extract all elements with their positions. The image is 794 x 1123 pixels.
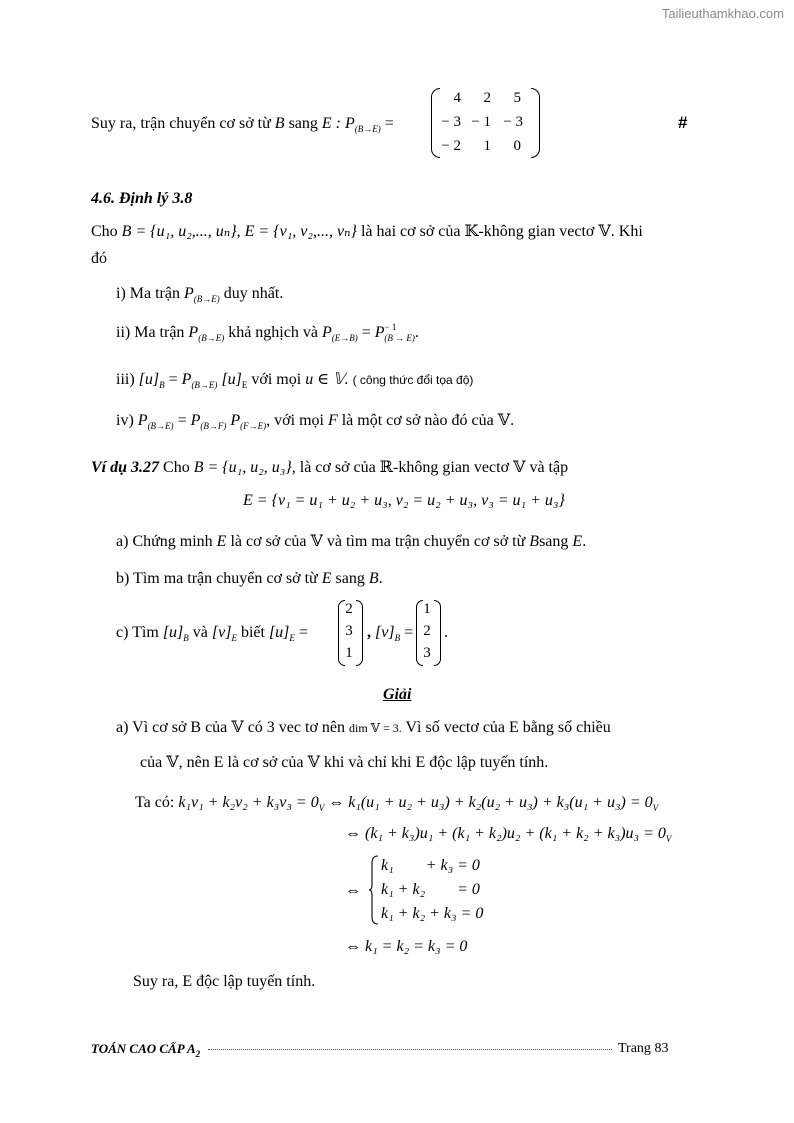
intro-sang: sang: [288, 115, 318, 132]
part-text: Chứng minh: [132, 533, 213, 550]
example-part-a: [116, 531, 586, 551]
matrix-cell: − 2: [441, 138, 461, 154]
solution-conclusion: Suy ra, E độc lập tuyến tính.: [133, 973, 316, 990]
theorem-item-ii: [116, 324, 419, 342]
solution-a-line1: [116, 717, 611, 737]
part-v: [v]: [211, 624, 232, 641]
part-u2sub: E: [289, 633, 295, 643]
item-end: .: [414, 324, 419, 341]
intro-lhs-sub: (B→E): [354, 124, 381, 134]
section-heading: 4.6. Định lý 3.8: [91, 190, 193, 207]
item-sub3: (F→E): [240, 421, 267, 431]
solution-a-line2: của 𝕍, nên E là cơ sở của 𝕍 khi và chỉ khi E độc lập tuyến tính.: [140, 754, 549, 771]
part-va: và: [192, 624, 208, 641]
item-math3: P: [230, 412, 241, 429]
vector-cell: 3: [423, 645, 431, 661]
item-sub3: E: [241, 380, 248, 390]
matrix-cell: 2: [483, 90, 491, 106]
cho: Cho: [91, 223, 118, 240]
solution-eq1: [135, 794, 658, 812]
example-B-def: B = {u₁, u₂, u₃},: [193, 459, 296, 476]
item-math3: [u]: [221, 371, 242, 388]
item-math2: P: [321, 324, 332, 341]
item-math2: P: [190, 412, 201, 429]
solution-a-text-b: Vì số vectơ của E bằng số chiều: [405, 719, 611, 736]
eq4-text: k₁ = k₂ = k₃ = 0: [365, 938, 468, 955]
matrix-cell: 5: [513, 90, 521, 106]
solution-iff3: ⇔: [345, 882, 361, 899]
vector-cell: 2: [345, 601, 353, 617]
part-label: b): [116, 570, 130, 587]
intro-B: B: [274, 115, 285, 132]
part-text2: là cơ sở của 𝕍 và tìm ma trận chuyển cơ sở từ: [230, 533, 526, 550]
matrix-cell: − 1: [471, 114, 491, 130]
theorem-tail: là hai cơ sở của 𝕂-không gian vectơ 𝕍. Khi: [360, 223, 643, 240]
footer-page-num: 83: [654, 1041, 669, 1056]
part-v2sub: B: [394, 633, 401, 643]
part-eq2: =: [404, 624, 414, 641]
item-math2: P: [181, 371, 192, 388]
item-sub: (B→E): [198, 333, 225, 343]
theorem-statement: [91, 221, 643, 241]
vector-paren-right: [356, 600, 363, 666]
part-u: [u]: [162, 624, 184, 641]
example-E-def: E = {v₁ = u₁ + u₂ + u₃, v₂ = u₂ + u₃, v₃ = u₁ + u₃}: [243, 492, 565, 509]
eq2-text: (k₁ + k₃)u₁ + (k₁ + k₂)u₂ + (k₁ + k₂ + k₃)u₃ = 0: [365, 825, 666, 842]
part-u2: [u]: [268, 624, 290, 641]
part-c-end: .: [444, 624, 448, 641]
item-pre: Ma trận: [134, 324, 185, 341]
eq1-rhs: k₁(u₁ + u₂ + u₃) + k₂(u₂ + u₃) + k₃(u₁ + u₃) = 0: [348, 794, 653, 811]
intro-lhs: E : P: [321, 115, 355, 132]
iff-symbol: ⇔: [328, 794, 345, 811]
part-E2: E: [572, 533, 583, 550]
iff-symbol: ⇔: [345, 825, 361, 842]
part-E: E: [216, 533, 227, 550]
B-def: B = {u₁, u₂,..., uₙ},: [121, 223, 241, 240]
part-comma: ,: [367, 624, 371, 641]
part-vsub: E: [231, 633, 237, 643]
item-label: ii): [116, 324, 131, 341]
item-sub2: (E→B): [331, 333, 358, 343]
footer-title-text: TOÁN CAO CẤP A: [91, 1041, 196, 1056]
intro-text: Suy ra, trận chuyển cơ sở từ: [91, 115, 271, 132]
item-eq: =: [177, 412, 187, 429]
solution-title: Giải: [383, 686, 412, 703]
part-end: .: [582, 533, 587, 550]
item-sub2: (B→F): [200, 421, 227, 431]
system-brace: [369, 855, 379, 925]
part-label: c): [116, 624, 129, 641]
item-eq: =: [361, 324, 371, 341]
item-math: [u]: [138, 371, 160, 388]
part-eq: =: [298, 624, 308, 641]
brace-icon: [369, 855, 379, 925]
eq1-lhs-sub: V: [318, 803, 325, 813]
vector-cell: 3: [345, 623, 353, 639]
system-row: k₁ + k₂ + k₃ = 0: [381, 905, 484, 922]
matrix-cell: 1: [483, 138, 491, 154]
item-post: duy nhất.: [223, 285, 284, 302]
example-tail: là cơ sở của ℝ-không gian vectơ 𝕍 và tập: [299, 459, 569, 476]
solution-taco: Ta có:: [135, 794, 175, 811]
item-pre: Ma trận: [129, 285, 180, 302]
part-text: Tìm ma trận chuyển cơ sở từ: [133, 570, 318, 587]
solution-a-text: Vì cơ sở B của 𝕍 có 3 vec tơ nên: [132, 719, 346, 736]
part-B: B: [529, 533, 540, 550]
footer-page: [618, 1041, 668, 1057]
footer-title: [91, 1041, 200, 1057]
item-post: khả nghịch và: [228, 324, 318, 341]
part-label: a): [116, 533, 129, 550]
solution-eq2: [345, 825, 671, 843]
item-F: F: [327, 412, 338, 429]
item-sub: (B→E): [193, 294, 220, 304]
vector-paren-right: [434, 600, 441, 666]
u-column-vector: [338, 600, 364, 666]
part-sang: sang: [335, 570, 365, 587]
item-note: ( công thức đổi tọa độ): [352, 373, 474, 387]
footer-title-sub: 2: [195, 1049, 201, 1059]
theorem-item-iii: [116, 369, 473, 389]
intro-line: [91, 115, 394, 133]
solution-eq4: [345, 938, 467, 956]
theorem-item-i: [116, 285, 283, 303]
matrix-paren-right: [531, 88, 540, 158]
vector-cell: 2: [423, 623, 431, 639]
part-v2: [v]: [375, 624, 395, 641]
matrix-cell: 0: [513, 138, 521, 154]
item-sub: B: [159, 380, 165, 390]
matrix-cell: − 3: [503, 114, 523, 130]
iff-symbol: ⇔: [345, 938, 361, 955]
footer-dotted-line: [208, 1049, 612, 1050]
item-sub: (B→E): [147, 421, 174, 431]
matrix-cell: 4: [453, 90, 461, 106]
theorem-item-iv: [116, 410, 514, 430]
item-post2: là một cơ sở nào đó của 𝕍.: [341, 412, 515, 429]
part-c-mid: [367, 624, 413, 642]
part-end: .: [378, 570, 383, 587]
part-B: B: [368, 570, 379, 587]
example-part-b: [116, 570, 383, 588]
example-line: [91, 457, 568, 477]
item-post: , với mọi: [266, 412, 324, 429]
part-text: Tìm: [132, 624, 159, 641]
item-mem: u ∈ 𝕍.: [305, 371, 349, 388]
item-math3: P: [374, 324, 385, 341]
item-sub3: (B → E): [384, 333, 415, 343]
item-math: P: [188, 324, 199, 341]
theorem-tail2: đó: [91, 250, 107, 267]
solution-dim: dim 𝕍 = 3.: [349, 721, 402, 735]
example-label: Ví dụ 3.27: [91, 459, 160, 476]
eq2-sub: V: [665, 834, 672, 844]
system-row: k₁ + k₃ = 0: [381, 857, 480, 874]
item-label: iii): [116, 371, 135, 388]
part-E: E: [321, 570, 332, 587]
example-cho: Cho: [163, 459, 190, 476]
intro-matrix: [431, 88, 541, 158]
item-eq: =: [168, 371, 178, 388]
item-math: P: [183, 285, 194, 302]
item-label: iv): [116, 412, 134, 429]
part-sang: sang: [539, 533, 569, 550]
footer-page-label: Trang: [618, 1041, 651, 1056]
example-part-c: [116, 624, 308, 642]
item-sub2: (B→E): [191, 380, 218, 390]
part-usub: B: [183, 633, 189, 643]
vector-cell: 1: [423, 601, 431, 617]
system-row: k₁ + k₂ = 0: [381, 881, 480, 898]
vector-cell: 1: [345, 645, 353, 661]
hash-mark: #: [678, 113, 688, 132]
part-biet: biết: [240, 624, 265, 641]
item-post: với mọi: [251, 371, 302, 388]
E-def: E = {v₁, v₂,..., vₙ}: [244, 223, 357, 240]
watermark: Tailieuthamkhao.com: [661, 6, 784, 21]
item-label: i): [116, 285, 126, 302]
solution-a-label: a): [116, 719, 129, 736]
item-sup3: − 1: [384, 322, 397, 332]
v-column-vector: [416, 600, 442, 666]
matrix-cell: − 3: [441, 114, 461, 130]
eq1-rhs-sub: V: [652, 803, 659, 813]
intro-eq: =: [384, 115, 394, 132]
item-math: P: [137, 412, 148, 429]
eq1-lhs: k₁v₁ + k₂v₂ + k₃v₃ = 0: [178, 794, 319, 811]
